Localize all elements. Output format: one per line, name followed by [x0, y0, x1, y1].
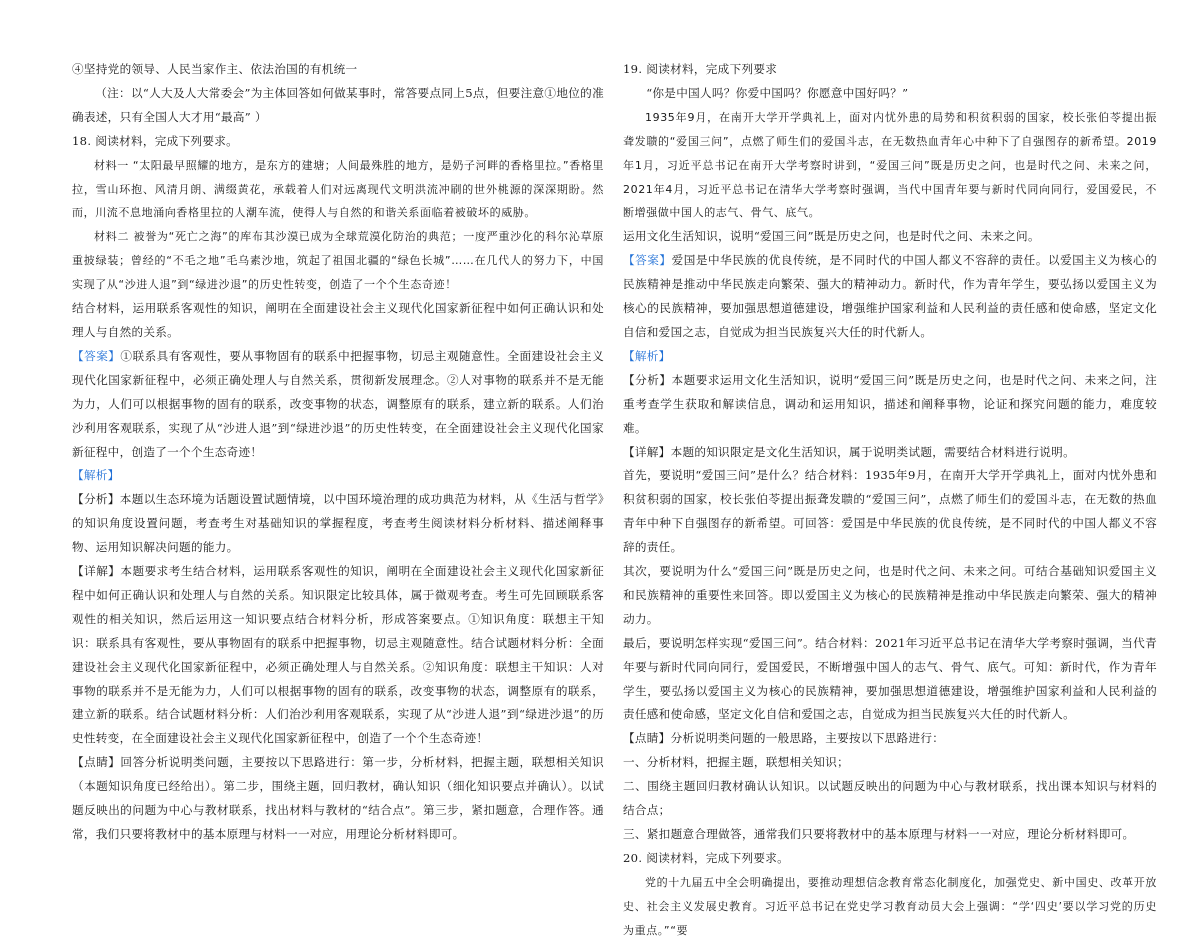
q18-analysis: 【分析】本题以生态环境为话题设置试题情境，以中国环境治理的成功典范为材料，从《生活与哲学》的知识角度设置问题，考查考生对基础知识的掌握程度，考查考生阅读材料分析材料、描述阐释事物、运用知识解决问题的能力。: [72, 492, 604, 555]
q19-step2: 二、围绕主题回归教材确认认知识。以试题反映出的问题为中心与教材联系，找出课本知识与材料的结合点；: [623, 779, 1157, 818]
q19-analysis: 【分析】本题要求运用文化生活知识，说明“爱国三问”既是历史之问，也是时代之问、未来之问，注重考查学生获取和解读信息，调动和运用知识，描述和阐释事物，论证和探究问题的能力，难度较难。: [623, 372, 1157, 435]
q18-detail: 【详解】本题要求考生结合材料，运用联系客观性的知识，阐明在全面建设社会主义现代化国家新征程中如何正确认识和处理人与自然的关系。知识限定比较具体，属于微观考查。考生可先回顾联系客观性的相关知识，然后运用这一知识要点结合材料分析，形成答案要点。①知识角度：联想主干知识：联系具有客观性，要从事物固有的联系中把握事物，切忌主观随意性。结合试题材料分析：全面建设社会主义现代化国家新征程中，必须正确处理人与自然关系。②知识角度：联想主干知识：人对事物的联系并不是无能为力，人们可以根据事物的固有的联系，改变事物的状态，调整原有的联系，建立新的联系。结合试题材料分析：人们治沙利用客观联系，实现了从“沙进人退”到“绿进沙退”的历史性转变，在全面建设社会主义现代化国家新征程中，创造了一个个生态奇迹！: [72, 564, 604, 746]
q19-answer: [623, 249, 1157, 345]
analysis-tag: 【解析】: [623, 348, 671, 363]
q20-material: 党的十九届五中全会明确提出，要推动理想信念教育常态化制度化，加强党史、新中国史、改革开放史、社会主义发展史教育。习近平总书记在党史学习教育动员大会上强调：“学‘四史’要以学习党的历史为重点。”“要: [623, 875, 1157, 937]
q19-first: 首先，要说明“爱国三问”是什么？结合材料：1935年9月，在南开大学开学典礼上，面对内忧外患和积贫积弱的国家，校长张伯苓提出振聋发聩的“爱国三问”，点燃了师生们的爱国斗志，在无数的热血青年中种下自强图存的新希望。可回答：爱国是中华民族的优良传统，是不同时代的中国人都义不容辞的责任。: [623, 468, 1157, 555]
answer-tag: 【答案】: [72, 348, 121, 363]
q18-answer-text: ①联系具有客观性，要从事物固有的联系中把握事物，切忌主观随意性。全面建设社会主义现代化国家新征程中，必须正确处理人与自然关系，贯彻新发展理念。②人对事物的联系并不是无能为力，人们可以根据事物的固有的联系，改变事物的状态，调整原有的联系，建立新的联系。人们治沙利用客观联系，实现了从“沙进人退”到“绿进沙退”的历史性转变，在全面建设社会主义现代化国家新征程中，创造了一个个生态奇迹！: [72, 348, 604, 459]
q19-material: 1935年9月，在南开大学开学典礼上，面对内忧外患的局势和积贫积弱的国家，校长张伯苓提出振聋发聩的“爱国三问”，点燃了师生们的爱国斗志，在无数热血青年心中种下了自强图存的新希望。2019年1月，习近平总书记在南开大学考察时讲到，“爱国三问”既是历史之问，也是时代之问、未来之问，2021年4月，习近平总书记在清华大学考察时强调，当代中国青年要与新时代同向同行，爱国爱民，不断增强做中国人的志气、骨气、底气。: [623, 110, 1157, 220]
q19-detail: 【详解】本题的知识限定是文化生活知识，属于说明类试题，需要结合材料进行说明。: [623, 444, 1075, 459]
q17-note: （注：以“人大及人大常委会”为主体回答如何做某事时，常答要点同上5点，但要注意①地位的准确表述，只有全国人大才用“最高” ）: [72, 85, 604, 124]
q18-tip: 【点睛】回答分析说明类问题，主要按以下思路进行：第一步，分析材料，把握主题，联想相关知识（本题知识角度已经给出）。第二步，围绕主题，回归教材，确认知识（细化知识要点并确认）。以试题反映出的问题为中心与教材联系，找出材料与教材的“结合点”。第三步，紧扣题意，合理作答。通常，我们只要将教材中的基本原理与材料一一对应，用理论分析材料即可。: [72, 755, 604, 841]
analysis-tag: 【解析】: [72, 468, 120, 483]
q18-question: 结合材料，运用联系客观性的知识，阐明在全面建设社会主义现代化国家新征程中如何正确认识和处理人与自然的关系。: [72, 301, 604, 339]
q20-title: 20. 阅读材料，完成下列要求。: [623, 850, 790, 865]
q18-material-1: 材料一 “太阳最早照耀的地方，是东方的建塘；人间最殊胜的地方，是奶子河畔的香格里拉。”香格里拉，雪山环抱、风清月朗、满缀黄花，承载着人们对远离现代文明洪流冲刷的世外桃源的深深期盼。然而，川流不息地涌向香格里拉的人潮车流，使得人与自然的和谐关系面临着被破坏的威胁。: [72, 158, 604, 220]
q19-step1: 一、分析材料，把握主题，联想相关知识；: [623, 755, 849, 770]
answer-tag: 【答案】: [623, 253, 672, 268]
q19-question: 运用文化生活知识，说明“爱国三问”既是历史之问，也是时代之问、未来之问。: [623, 229, 1040, 244]
q19-tip: 【点睛】分析说明类问题的一般思路，主要按以下思路进行：: [623, 731, 945, 746]
q19-quote: “你是中国人吗？你爱中国吗？你愿意中国好吗？”: [646, 85, 909, 100]
left-column: [72, 58, 604, 847]
q19-second: 其次，要说明为什么“爱国三问”既是历史之问，也是时代之问、未来之问。可结合基础知识爱国主义和民族精神的重要性来回答。即以爱国主义为核心的民族精神是推动中华民族走向繁荣、强大的精神动力。: [623, 564, 1157, 626]
q18-answer: [72, 345, 604, 465]
q19-last: 最后，要说明怎样实现“爱国三问”。结合材料：2021年习近平总书记在清华大学考察时强调，当代青年要与新时代同向同行，爱国爱民，不断增强中国人的志气、骨气、底气。可知：新时代，作为青年学生，要弘扬以爱国主义为核心的民族精神，要加强思想道德建设，增强维护国家利益和人民利益的责任感和使命感，坚定文化自信和爱国之志，自觉成为担当民族复兴大任的时代新人。: [623, 635, 1157, 722]
q19-title: 19. 阅读材料，完成下列要求: [623, 62, 778, 76]
q19-answer-text: 爱国是中华民族的优良传统，是不同时代的中国人都义不容辞的责任。以爱国主义为核心的民族精神是推动中华民族走向繁荣、强大的精神动力。新时代，作为青年学生，要弘扬以爱国主义为核心的民族精神，要加强思想道德建设，增强维护国家利益和人民利益的责任感和使命感，坚定文化自信和爱国之志，自觉成为担当民族复兴大任的时代新人。: [623, 253, 1157, 339]
q17-point4: ④坚持党的领导、人民当家作主、依法治国的有机统一: [72, 62, 358, 76]
q18-title: 18. 阅读材料，完成下列要求。: [72, 133, 239, 148]
right-column: [623, 58, 1157, 943]
q18-material-2: 材料二 被誉为“死亡之海”的库布其沙漠已成为全球荒漠化防治的典范；一度严重沙化的科尔沁草原重披绿装；曾经的“不毛之地”毛乌素沙地，筑起了祖国北疆的“绿色长城”……在几代人的努力下，中国实现了从“沙进人退”到“绿进沙退”的历史性转变，创造了一个个生态奇迹！: [72, 230, 604, 292]
q19-step3: 三、紧扣题意合理做答，通常我们只要将教材中的基本原理与材料一一对应，理论分析材料即可。: [623, 827, 1135, 841]
